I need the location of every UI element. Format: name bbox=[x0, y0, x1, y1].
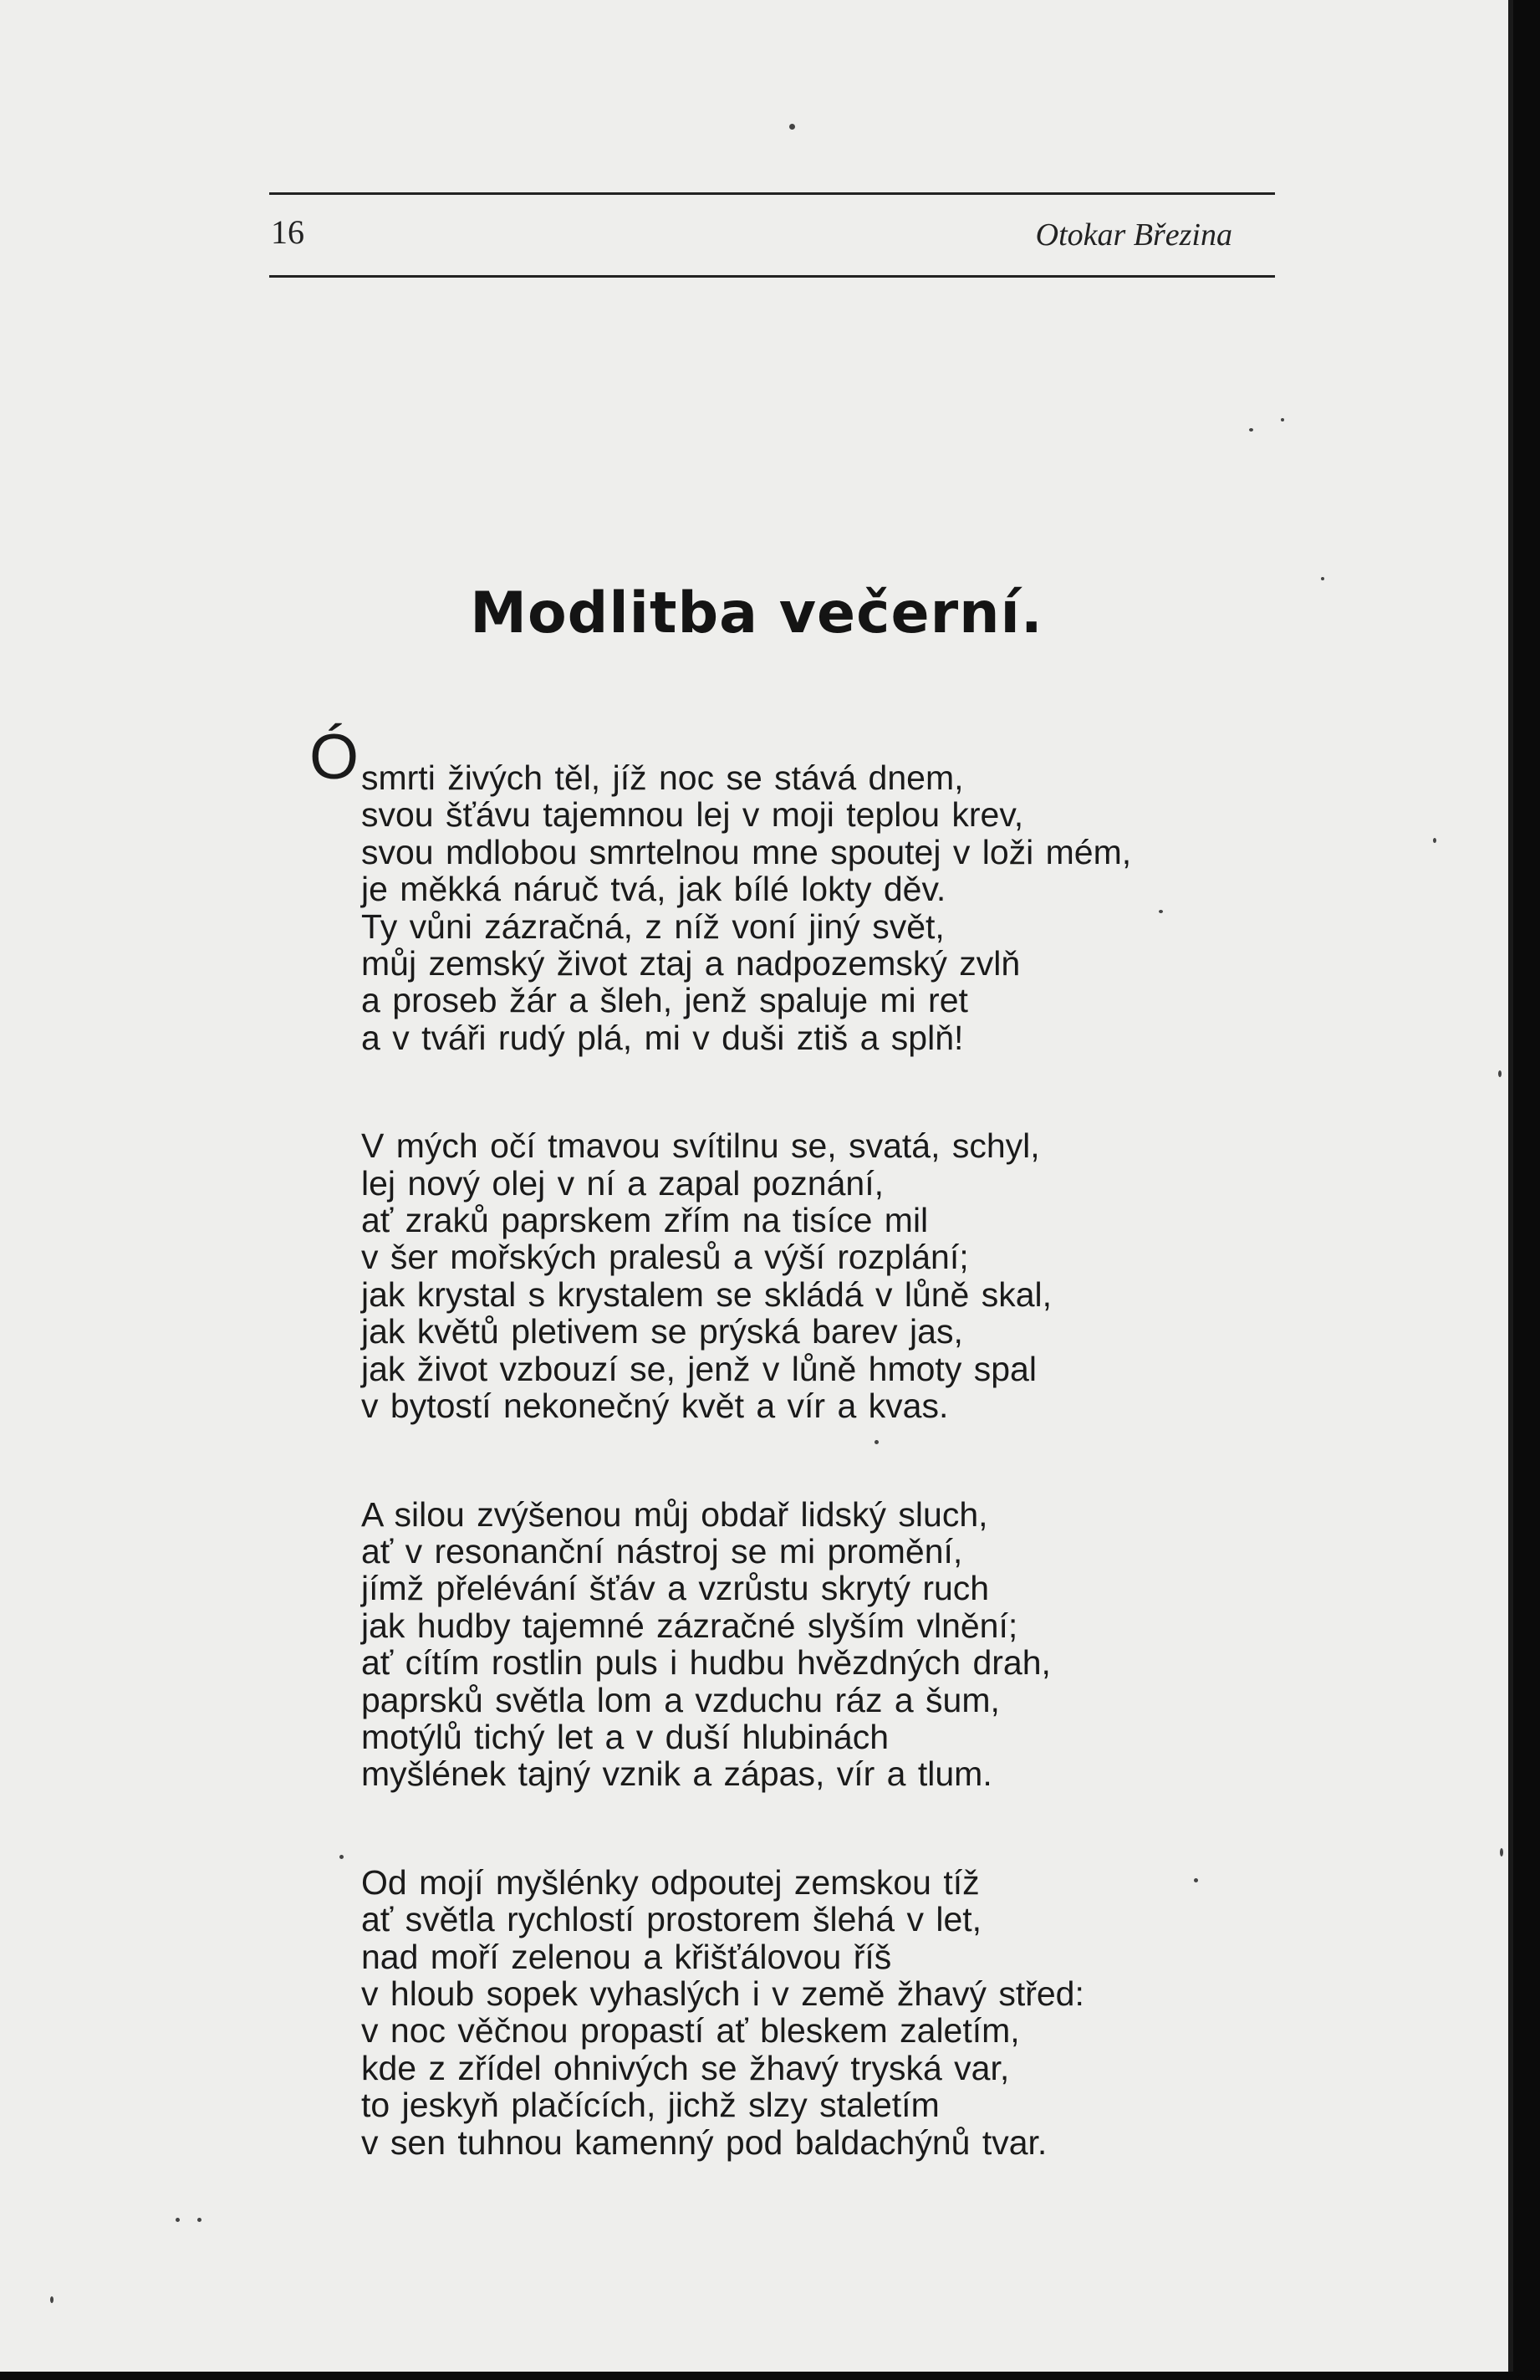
header-top-rule bbox=[269, 192, 1275, 195]
verse-line: v hloub sopek vyhaslých i v země žhavý střed: bbox=[361, 1974, 1084, 2013]
verse-line: ať v resonanční nástroj se mi promění, bbox=[361, 1531, 963, 1570]
verse-line: motýlů tichý let a v duší hlubinách bbox=[361, 1717, 890, 1756]
scan-speck bbox=[789, 124, 795, 130]
scan-speck bbox=[1281, 418, 1284, 421]
scan-speck bbox=[197, 2218, 201, 2222]
verse-line: jak hudby tajemné zázračné slyším vlnění; bbox=[361, 1606, 1018, 1645]
verse-line: nad moří zelenou a křišťálovou říš bbox=[361, 1937, 892, 1976]
verse-line: v bytostí nekonečný květ a vír a kvas. bbox=[361, 1387, 949, 1426]
verse-line: je měkká náruč tvá, jak bílé lokty děv. bbox=[361, 870, 946, 909]
header-bottom-rule bbox=[269, 275, 1275, 278]
verse-line: jak krystal s krystalem se skládá v lůně skal, bbox=[361, 1274, 1053, 1314]
poem-title: Modlitba večerní. bbox=[470, 580, 1043, 646]
verse-line: Ty vůni zázračná, z níž voní jiný svět, bbox=[361, 907, 945, 946]
verse-line: kde z zřídel ohnivých se žhavý tryská var, bbox=[361, 2048, 1010, 2087]
verse-line: V mých očí tmavou svítilnu se, svatá, schyl, bbox=[361, 1126, 1040, 1166]
verse-line: jak květů pletivem se prýská barev jas, bbox=[361, 1312, 963, 1351]
scan-speck bbox=[875, 1440, 879, 1444]
verse-line: myšlének tajný vznik a zápas, vír a tlum. bbox=[361, 1754, 992, 1794]
scan-speck bbox=[1433, 838, 1436, 843]
poem-body bbox=[361, 759, 1281, 2161]
verse-line: můj zemský život ztaj a nadpozemský zvlň bbox=[361, 944, 1021, 983]
running-head-author: Otokar Březina bbox=[1035, 217, 1232, 253]
verse-line: ať cítím rostlin puls i hudbu hvězdných drah, bbox=[361, 1643, 1051, 1683]
verse-line: ať světla rychlostí prostorem šlehá v let, bbox=[361, 1900, 982, 1939]
scan-speck bbox=[1159, 910, 1163, 913]
verse-line: jímž přelévání šťáv a vzrůstu skrytý ruch bbox=[361, 1569, 990, 1608]
page-number: 16 bbox=[271, 213, 304, 251]
verse-line: paprsků světla lom a vzduchu ráz a šum, bbox=[361, 1680, 1000, 1719]
verse-line: svou mdlobou smrtelnou mne spoutej v loži mém, bbox=[361, 832, 1132, 871]
verse-line: A silou zvýšenou můj obdař lidský sluch, bbox=[361, 1494, 988, 1534]
verse-line: Od mojí myšlénky odpoutej zemskou tíž bbox=[361, 1862, 980, 1902]
scan-speck bbox=[1321, 577, 1324, 580]
stanza-1 bbox=[361, 759, 1281, 1056]
drop-initial: Ó bbox=[309, 722, 360, 793]
verse-line: smrti živých těl, jíž noc se stává dnem, bbox=[361, 758, 964, 797]
scan-speck bbox=[339, 1855, 344, 1859]
verse-line: a proseb žár a šleh, jenž spaluje mi ret bbox=[361, 981, 968, 1020]
verse-line: v šer mořských pralesů a výší rozplání; bbox=[361, 1238, 969, 1277]
scan-speck bbox=[176, 2218, 180, 2222]
stanza-3 bbox=[361, 1496, 1281, 1793]
verse-line: lej nový olej v ní a zapal poznání, bbox=[361, 1163, 884, 1203]
scan-speck bbox=[1500, 1848, 1503, 1857]
verse-line: v noc věčnou propastí ať bleskem zaletím, bbox=[361, 2011, 1020, 2051]
verse-line: v sen tuhnou kamenný pod baldachýnů tvar. bbox=[361, 2122, 1048, 2162]
scan-speck bbox=[50, 2296, 54, 2303]
verse-line: to jeskyň plačících, jichž slzy staletím bbox=[361, 2086, 940, 2125]
stanza-2 bbox=[361, 1127, 1281, 1424]
verse-line: ať zraků paprskem zřím na tisíce mil bbox=[361, 1201, 929, 1240]
scan-speck bbox=[1498, 1070, 1502, 1077]
scan-speck bbox=[1194, 1878, 1198, 1882]
stanza-4 bbox=[361, 1864, 1281, 2161]
verse-line: svou šťávu tajemnou lej v moji teplou krev, bbox=[361, 795, 1024, 835]
verse-line: a v tváři rudý plá, mi v duši ztiš a splň! bbox=[361, 1018, 964, 1057]
scan-speck bbox=[1249, 428, 1253, 432]
verse-line: jak život vzbouzí se, jenž v lůně hmoty spal bbox=[361, 1349, 1037, 1388]
